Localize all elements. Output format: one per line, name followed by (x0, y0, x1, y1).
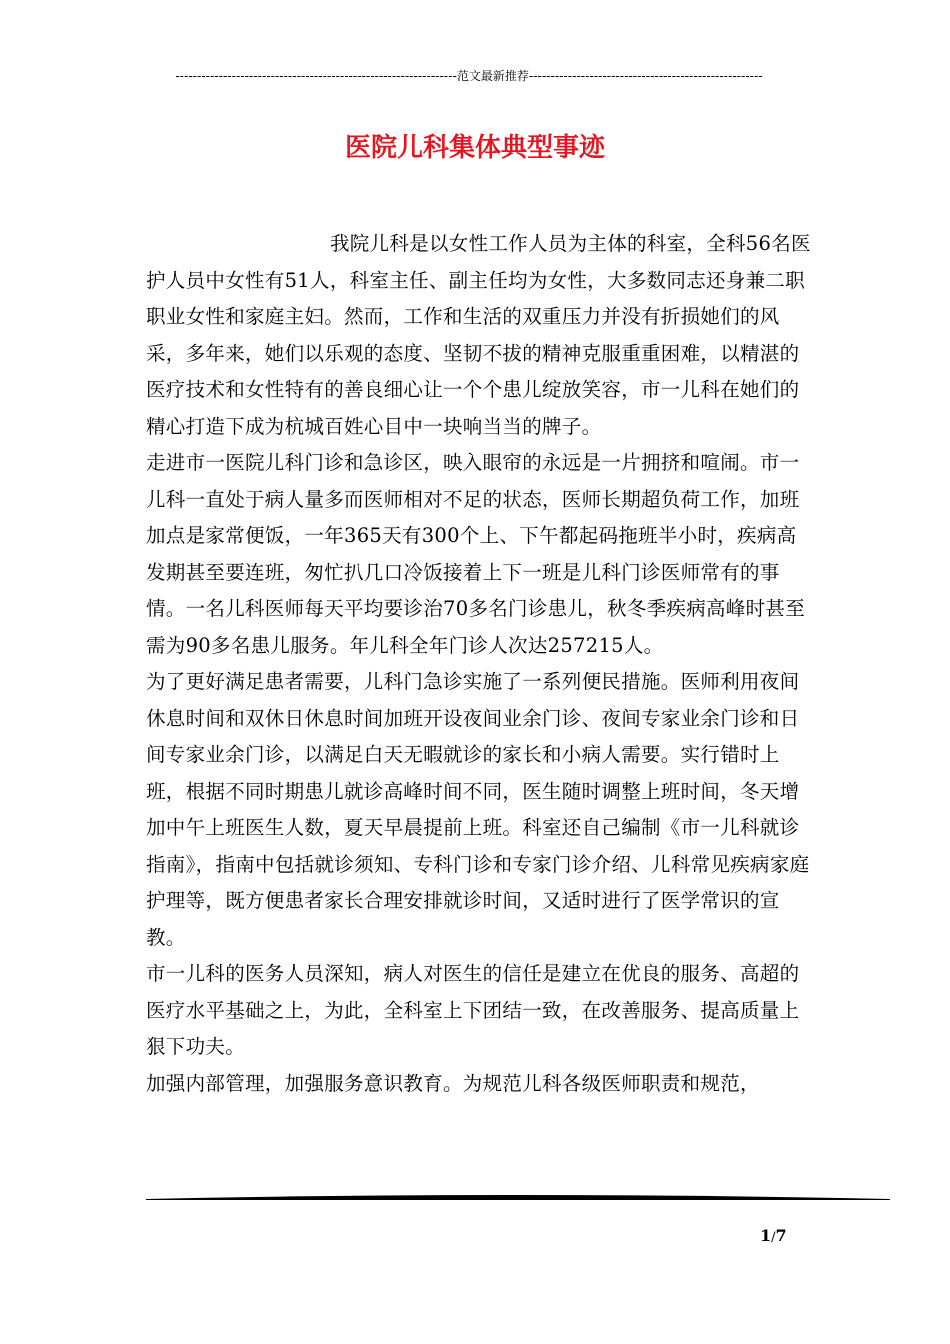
paragraph-5: 加强内部管理，加强服务意识教育。为规范儿科各级医师职责和规范， (146, 1071, 760, 1095)
page-total: 7 (775, 1226, 787, 1245)
document-body (146, 226, 814, 1102)
page-separator: / (771, 1230, 776, 1245)
page-header (146, 68, 792, 84)
paragraph-1: 我院儿科是以女性工作人员为主体的科室，全科56名医护人员中女性有51人，科室主任、副主任均为女性，大多数同志还身兼二职职业女性和家庭主妇。然而，工作和生活的双重压力并没有折损她们的风采，多年来，她们以乐观的态度、坚韧不拔的精神克服重重困难，以精湛的医疗技术和女性特有的善良细心让一个个患儿绽放笑容，市一儿科在她们的精心打造下成为杭城百姓心目中一块响当当的牌子。 (146, 232, 811, 438)
paragraph-4: 市一儿科的医务人员深知，病人对医生的信任是建立在优良的服务、高超的医疗水平基础之上，为此，全科室上下团结一致，在改善服务、提高质量上狠下功夫。 (146, 962, 800, 1058)
header-label: 范文最新推荐 (456, 69, 529, 83)
footer-divider (146, 1192, 890, 1206)
page-number (760, 1226, 820, 1245)
document-title: 医院儿科集体典型事迹 (344, 133, 605, 163)
header-right-dashes: ------------------------------------------------------ (528, 69, 763, 83)
paragraph-2: 走进市一医院儿科门诊和急诊区，映入眼帘的永远是一片拥挤和喧闹。市一儿科一直处于病人量多而医师相对不足的状态，医师长期超负荷工作，加班加点是家常便饭，一年365天有300个上、下午都起码拖班半小时，疾病高发期甚至要连班，匆忙扒几口冷饭接着上下一班是儿科门诊医师常有的事情。一名儿科医师每天平均要诊治70多名门诊患儿，秋冬季疾病高峰时甚至需为90多名患儿服务。年儿科全年门诊人次达257215人。 (146, 451, 806, 657)
paragraph-3: 为了更好满足患者需要，儿科门急诊实施了一系列便民措施。医师利用夜间休息时间和双休日休息时间加班开设夜间业余门诊、夜间专家业余门诊和日间专家业余门诊，以满足白天无暇就诊的家长和小病人需要。实行错时上班，根据不同时期患儿就诊高峰时间不同，医生随时调整上班时间，冬天增加中午上班医生人数，夏天早晨提前上班。科室还自己编制《市一儿科就诊指南》，指南中包括就诊须知、专科门诊和专家门诊介绍、儿科常见疾病家庭护理等，既方便患者家长合理安排就诊时间，又适时进行了医学常识的宣教。 (146, 670, 810, 949)
header-left-dashes: ----------------------------------------------------------------- (175, 69, 457, 83)
page-current: 1 (760, 1226, 772, 1245)
